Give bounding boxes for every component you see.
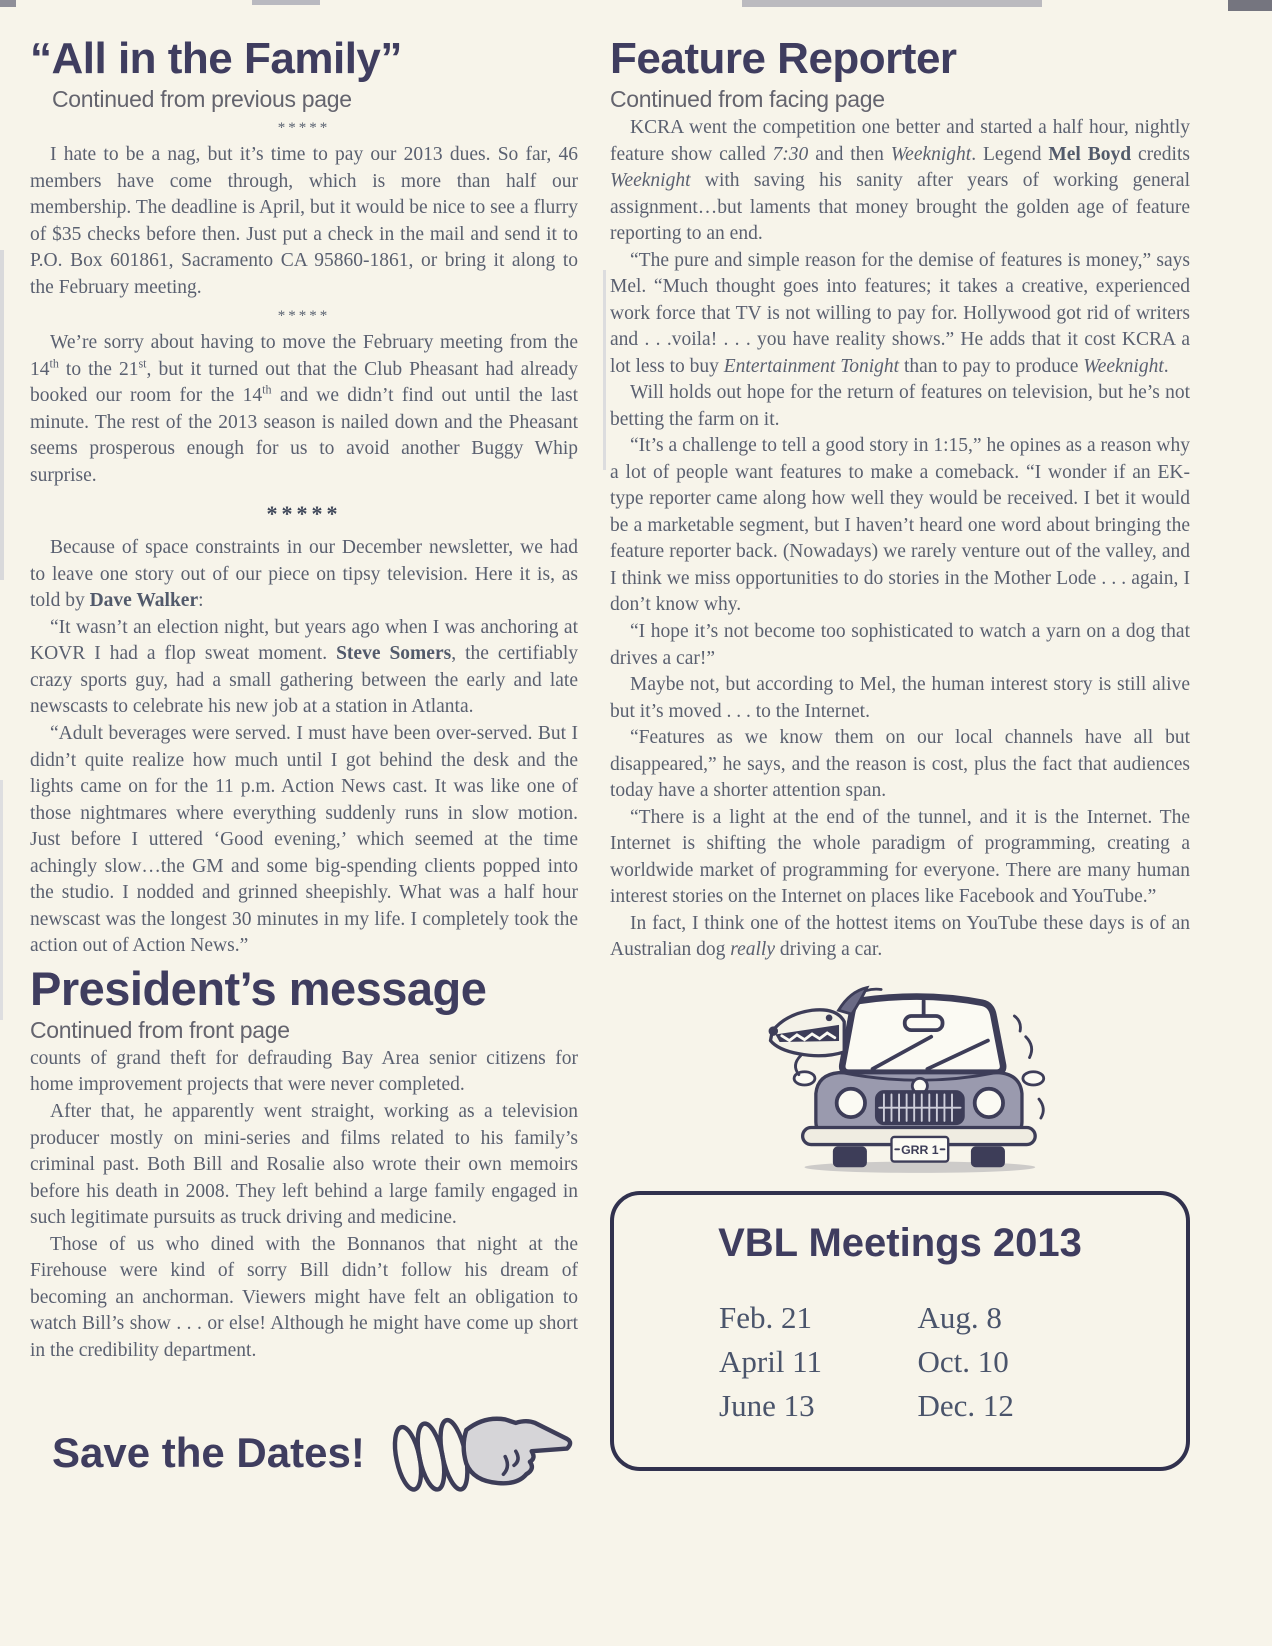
paragraph: Those of us who dined with the Bonnanos that night at the Firehouse were kind of sorry Bill didn’t follow his dream of becoming an anchorman. Viewers might have felt an obligation to watch Bill’s show . . . or else! Although he might have come up short in the credibility department. [30,1233,578,1361]
save-the-dates-text: Save the Dates! [52,1429,365,1477]
paragraph: Maybe not, but according to Mel, the human interest story is still alive but it’s moved . . . to the Internet. [610,674,1190,722]
paragraph: After that, he apparently went straight, working as a television producer mostly on mini-series and films related to his family’s criminal past. Both Bill and Rosalie also wrote their own memoirs before his death in 2008. They left behind a large family engaged in such legitimate pursuits as truck driving and medicine. [30,1101,578,1229]
paragraph: KCRA went the competition one better and started a half hour, nightly feature show called 7:30 and then Weeknight. Legend Mel Boyd credits Weeknight with saving his sanity after years of working general assignment…but laments that money brought the golden age of feature reporting to an end. [610,117,1190,245]
paragraph: “It’s a challenge to tell a good story in 1:15,” he opines as a reason why a lot of people want features to make a comeback. “I wonder if an EK-type reporter came along how well they would be received. I bet it would be a marketable segment, but I haven’t heard one word about bringing the feature reporter back. (Nowadays) we rarely venture out of the valley, and I think we miss opportunities to do stories in the Mother Lode . . . again, I don’t know why. [610,435,1190,616]
dog-driving-car-illustration [610,978,1190,1179]
paragraph: “There is a light at the end of the tunnel, and it is the Internet. The Internet is shifting the whole paradigm of programming, creating a worldwide market of programming for everyone. There are many human interest stories on the Internet on places like Facebook and YouTube.” [610,806,1190,908]
article-title-all-in-the-family: “All in the Family” [30,34,402,83]
meeting-date: April 11 [719,1343,823,1379]
scan-edge-artifact [0,0,16,7]
save-the-dates-callout [30,1400,578,1506]
scan-edge-artifact [1228,0,1272,11]
paragraph: Because of space constraints in our December newsletter, we had to leave one story out of our piece on tipsy television. Here it is, as told by Dave Walker: [30,537,578,612]
pointing-hand-icon [385,1400,575,1506]
dog-driving-car-drawing [744,978,1056,1174]
paragraph: “Features as we know them on our local channels have all but disappeared,” he says, and the reason is cost, plus the fact that audiences today have a shorter attention span. [610,727,1190,802]
meetings-column-2 [918,1296,1117,1428]
continued-note: Continued from facing page [610,86,885,113]
paragraph: We’re sorry about having to move the February meeting from the 14th to the 21st, but it turned out that the Club Pheasant had already booked our room for the 14th and we didn’t find out until the last minute. The rest of the 2013 season is nailed down and the Pheasant seems prosperous enough for us to avoid another Buggy Whip surprise. [30,332,578,486]
meetings-column-1 [719,1296,918,1428]
meeting-date: Feb. 21 [719,1299,812,1335]
paragraph: counts of grand theft for defrauding Bay Area senior citizens for home improvement projects that were never completed. [30,1047,578,1096]
paragraph: “The pure and simple reason for the demise of features is money,” says Mel. “Much thought goes into features; it takes a creative, experienced work force that TV is not willing to pay for. Hollywood got rid of writers and . . .voila! . . . you have reality shows.” He adds that it cost KCRA a lot less to buy Entertainment Tonight than to pay to produce Weeknight. [610,249,1190,377]
scan-edge-artifact [252,0,320,5]
meeting-date: Aug. 8 [917,1299,1002,1335]
paragraph: “Adult beverages were served. I must have been over-served. But I didn’t quite realize how much until I got behind the desk and the lights came on for the 11 p.m. Action News cast. It was like one of those nightmares where everything suddenly runs in slow motion. Just before I uttered ‘Good evening,’ which seemed at the time achingly slow…the GM and some big-spending clients popped into the studio. I nodded and grinned sheepishly. What was a half hour newscast was the longest 30 minutes in my life. I completely took the action out of Action News.” [30,722,578,957]
article-title-feature-reporter: Feature Reporter [610,34,957,83]
license-plate-text: GRR 1 [901,1142,939,1157]
paragraph: “I hope it’s not become too sophisticated to watch a yarn on a dog that drives a car!” [610,620,1190,669]
meeting-date: Dec. 12 [917,1387,1014,1423]
left-column [30,36,578,1506]
meetings-box-title: VBL Meetings 2013 [718,1220,1082,1265]
paragraph: Will holds out hope for the return of features on television, but he’s not betting the farm on it. [610,382,1190,430]
meeting-date: June 13 [719,1387,815,1423]
scan-edge-artifact [0,780,3,1020]
continued-note: Continued from previous page [52,86,352,113]
paragraph: I hate to be a nag, but it’s time to pay our 2013 dues. So far, 46 members have come through, which is more than half our membership. The deadline is April, but it would be nice to see a flurry of $35 checks before then. Just put a check in the mail and send it to P.O. Box 601861, Sacramento CA 95860-1861, or bring it along to the February meeting. [30,144,578,298]
vbl-meetings-box [610,1191,1190,1471]
article-title-presidents-message: President’s message [30,961,487,1015]
scan-edge-artifact [603,270,606,470]
scan-edge-artifact [0,250,4,580]
paragraph: In fact, I think one of the hottest items on YouTube these days is of an Australian dog really driving a car. [610,912,1190,961]
meeting-date: Oct. 10 [917,1343,1009,1379]
section-separator-bold: ***** [266,501,342,527]
paragraph: “It wasn’t an election night, but years ago when I was anchoring at KOVR I had a flop sweat moment. Steve Somers, the certifiably crazy sports guy, had a small gathering between the early and late newscasts to celebrate his new job at a station in Atlanta. [30,616,578,718]
continued-note: Continued from front page [30,1016,290,1043]
right-column [610,36,1190,1471]
section-separator: ***** [277,120,331,137]
meetings-date-grid [719,1296,1116,1428]
section-separator: ***** [277,308,331,325]
scan-edge-artifact [742,0,1042,7]
